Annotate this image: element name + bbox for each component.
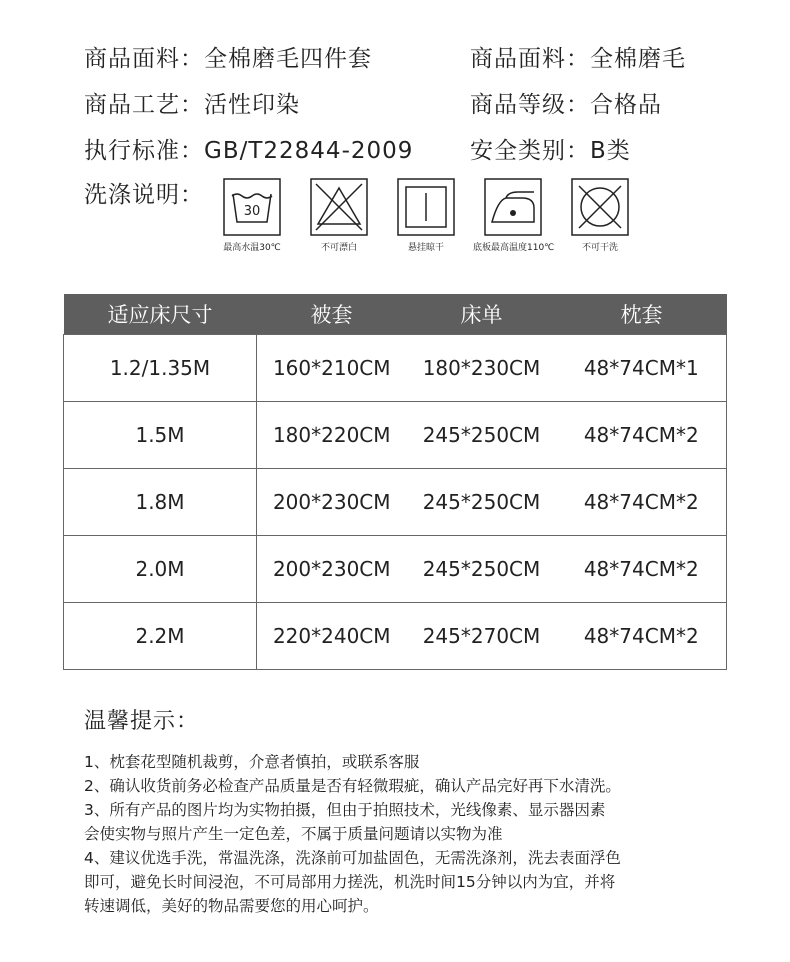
table-row	[64, 602, 727, 669]
cell-pillowcase: 48*74CM*2	[557, 535, 727, 602]
cell-bed-size: 1.5M	[64, 401, 257, 468]
cell-pillowcase: 48*74CM*2	[557, 401, 727, 468]
cell-duvet: 200*230CM	[257, 535, 407, 602]
care-label: 不可漂白	[320, 243, 357, 253]
spec-fabric-left: 商品面料：全棉磨毛四件套	[84, 46, 372, 72]
tip-line: 即可，避免长时间浸泡，不可局部用力搓洗，机洗时间15分钟以内为宜，并将	[84, 873, 616, 891]
header-pillowcase: 枕套	[557, 294, 727, 334]
cell-pillowcase: 48*74CM*2	[557, 602, 727, 669]
care-label: 最高水温30℃	[223, 243, 281, 253]
tip-line: 转速调低，美好的物品需要您的用心呵护。	[84, 897, 379, 915]
spec-fabric-right: 商品面料：全棉磨毛	[470, 46, 686, 72]
cell-duvet: 220*240CM	[257, 602, 407, 669]
cell-pillowcase: 48*74CM*2	[557, 468, 727, 535]
cell-sheet: 245*250CM	[407, 468, 557, 535]
table-row	[64, 334, 727, 401]
hang-dry-icon	[397, 178, 455, 236]
header-bed-size: 适应床尺寸	[64, 294, 257, 334]
cell-bed-size: 2.2M	[64, 602, 257, 669]
care-item-iron	[473, 178, 553, 253]
tip-line: 会使实物与照片产生一定色差，不属于质量问题请以实物为准	[84, 825, 503, 843]
care-label: 悬挂晾干	[407, 243, 444, 253]
spec-craft: 商品工艺：活性印染	[84, 92, 300, 118]
header-sheet: 床单	[407, 294, 557, 334]
cell-sheet: 245*250CM	[407, 535, 557, 602]
tip-line: 1、枕套花型随机裁剪，介意者慎拍，或联系客服	[84, 753, 420, 771]
iron-110-icon	[484, 178, 542, 236]
no-bleach-icon	[310, 178, 368, 236]
wash-30-icon	[223, 178, 281, 236]
spec-grade: 商品等级：合格品	[470, 92, 662, 118]
cell-bed-size: 1.2/1.35M	[64, 334, 257, 401]
care-label: 底板最高温度110℃	[473, 243, 555, 253]
table-row	[64, 468, 727, 535]
spec-standard: 执行标准：GB/T22844-2009	[84, 138, 414, 164]
table-header-row	[64, 294, 727, 334]
wash-temp-number: 30	[243, 204, 261, 219]
tips-list	[84, 750, 764, 918]
cell-sheet: 180*230CM	[407, 334, 557, 401]
size-table	[63, 294, 727, 670]
cell-duvet: 180*220CM	[257, 401, 407, 468]
tip-line: 3、所有产品的图片均为实物拍摄，但由于拍照技术，光线像素、显示器因素	[84, 801, 606, 819]
no-dry-clean-icon	[571, 178, 629, 236]
care-symbols	[212, 178, 642, 258]
care-item-bleach	[299, 178, 379, 253]
cell-duvet: 160*210CM	[257, 334, 407, 401]
care-label: 不可干洗	[581, 243, 618, 253]
table-row	[64, 535, 727, 602]
cell-pillowcase: 48*74CM*1	[557, 334, 727, 401]
cell-bed-size: 1.8M	[64, 468, 257, 535]
cell-sheet: 245*250CM	[407, 401, 557, 468]
tip-line: 4、建议优选手洗，常温洗涤，洗涤前可加盐固色，无需洗涤剂，洗去表面浮色	[84, 849, 621, 867]
header-duvet: 被套	[257, 294, 407, 334]
tips-title: 温馨提示：	[84, 709, 200, 734]
table-row	[64, 401, 727, 468]
care-item-hang	[386, 178, 466, 253]
cell-sheet: 245*270CM	[407, 602, 557, 669]
care-item-dryclean	[560, 178, 640, 253]
cell-duvet: 200*230CM	[257, 468, 407, 535]
wash-title: 洗涤说明：	[84, 182, 204, 208]
cell-bed-size: 2.0M	[64, 535, 257, 602]
tip-line: 2、确认收货前务必检查产品质量是否有轻微瑕疵，确认产品完好再下水清洗。	[84, 777, 621, 795]
care-item-wash	[212, 178, 292, 253]
spec-safety: 安全类别：B类	[470, 138, 631, 164]
